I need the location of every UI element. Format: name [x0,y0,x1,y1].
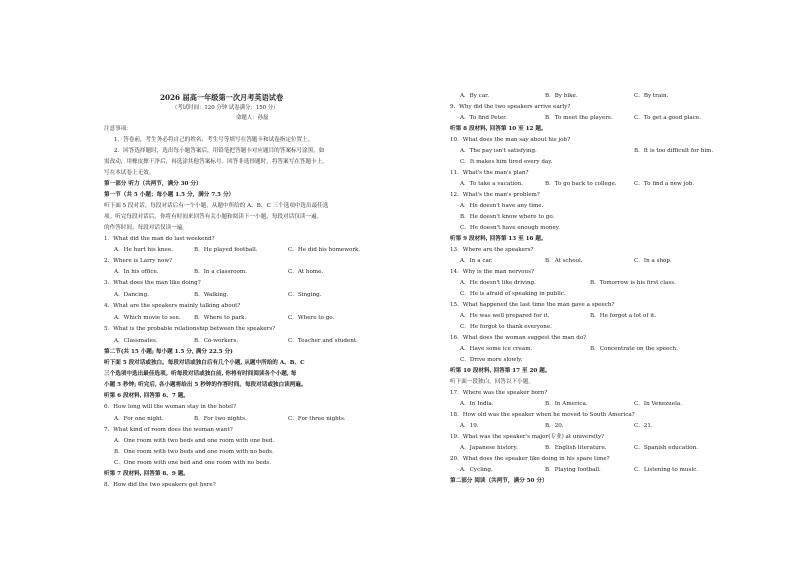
option[interactable]: B．He doesn't know where to go. [460,214,555,220]
option[interactable]: C．Spanish education. [634,445,699,451]
option[interactable]: B．Co-workers. [194,338,239,344]
option[interactable]: C．By train. [634,93,669,99]
question: 5．What is the probable relationship between the speakers? [104,326,276,332]
exam-title: 2026 届高一年级第一次月考英语试卷 [160,93,284,102]
option[interactable]: B．In America. [545,401,588,407]
sec2-heading: 第二节(共 15 小题; 每小题 1.5 分, 满分 22.5 分) [104,349,233,355]
sec1-instruction: 的作答时间。每段对话仅读一遍。 [104,225,188,231]
option[interactable]: C．Teacher and student. [288,338,358,344]
option[interactable]: A．Dancing. [114,292,149,298]
question: 14．Why is the man nervous? [450,269,534,275]
question: 12．What's the man's problem? [450,192,540,198]
option[interactable]: A．He hurt his knee. [114,247,173,253]
question: 11．What's the man's plan? [450,170,529,176]
sec2-instruction: 三个选项中选出最佳选项。听每段对话或独白前, 你将有时间阅读各个小题, 每 [104,371,297,377]
question: 16．What does the woman suggest the man do? [450,335,587,341]
exam-info: （考试时间：120 分钟 试卷满分：150 分） [172,105,279,111]
option[interactable]: A．For one night. [114,416,164,422]
question: 4．What are the speakers mainly talking about? [104,303,241,309]
option[interactable]: C．In a shop. [634,258,672,264]
question: 9．Why did the two speakers arrive early? [450,104,571,110]
option[interactable]: B．At school. [545,258,583,264]
notes-item-2c: 写在本试卷上无效。 [104,170,155,176]
option[interactable]: B．One room with two beds and one room with no beds. [114,449,274,455]
question: 13．Where are the speakers? [450,247,534,253]
option[interactable]: A．He doesn't like driving. [460,280,536,286]
question: 3．What does the man like doing? [104,280,201,286]
notes-item-1: 1．答卷前，考生务必将自己的姓名、考生号等填写在答题卡和试卷指定位置上。 [114,137,314,143]
material-heading: 听第 9 段材料, 回答第 13 至 16 题。 [450,236,547,242]
question: 1．What did the man do last weekend? [104,236,215,242]
material-heading: 听第 6 段材料, 回答第 6、7 题。 [104,393,189,399]
option[interactable]: B．By bike. [545,93,578,99]
option[interactable]: B．He played football. [194,247,258,253]
option[interactable]: A．Which movie to see. [114,315,181,321]
question: 10．What does the man say about his job? [450,137,571,143]
notes-item-2a: 2．回答选择题时，选出每小题答案后，用铅笔把答题卡对应题目的答案标号涂黑。如 [114,148,325,154]
option[interactable]: C．One room with one bed and one room with no beds. [114,460,272,466]
option[interactable]: A．Cycling. [460,467,493,473]
option[interactable]: A．19. [460,423,479,429]
material-heading: 听第 8 段材料, 回答第 10 至 12 题。 [450,126,547,132]
option[interactable]: B．For two nights. [194,416,247,422]
sec1-heading: 第一节（共 5 小题；每小题 1.5 分，满分 7.5 分） [104,192,235,198]
option[interactable]: B．Where to park. [194,315,247,321]
question: 2．Where is Larry now? [104,258,173,264]
question: 17．Where was the speaker born? [450,390,548,396]
option[interactable]: A．The pay isn't satisfying. [460,148,537,154]
question: 8．How did the two speakers get here? [104,482,216,488]
option[interactable]: C．It makes him tired every day. [460,159,553,165]
option[interactable]: B．To go back to college. [545,181,617,187]
option[interactable]: B．He forgot a lot of it. [590,313,657,319]
option[interactable]: A．By car. [460,93,489,99]
question: 18．How old was the speaker when he moved to South America? [450,412,635,418]
option[interactable]: C．In Venezuela. [634,401,682,407]
option[interactable]: C．He forgot to thank everyone. [460,324,552,330]
question: 7．What kind of room does the woman want? [104,427,233,433]
option[interactable]: B．Tomorrow is his first class. [590,280,676,286]
option[interactable]: C．Drive more slowly. [460,357,523,363]
option[interactable]: A．He doesn't have any time. [460,203,544,209]
sec1-instruction: 项。听完每段对话后，你将有时间来回答有关小题和阅读下一小题。每段对话仅读一遍。 [104,214,323,220]
option[interactable]: B．Concentrate on the speech. [590,346,678,352]
question: 15．What happened the last time the man gave a speech? [450,302,615,308]
option[interactable]: C．To get a good place. [634,115,701,121]
option[interactable]: B．English literature. [545,445,607,451]
notes-item-2b: 需改动，用橡皮擦干净后，再选涂其他答案标号。回答非选择题时，将答案写在答题卡上。 [104,159,328,165]
part1-heading: 第一部分 听力（共两节，满分 30 分） [104,181,202,187]
option[interactable]: B．To meet the players. [545,115,613,121]
option[interactable]: A．In a car. [460,258,493,264]
option[interactable]: A．Classmates. [114,338,158,344]
option[interactable]: B．Walking. [194,292,229,298]
option[interactable]: C．21. [634,423,653,429]
option[interactable]: C．He did his homework. [288,247,361,253]
notes-heading: 注意事项： [104,126,132,132]
material-heading: 听第 7 段材料, 回答第 8、9 题。 [104,471,189,477]
option[interactable]: A．In his office. [114,269,159,275]
option[interactable]: C．Listening to music. [634,467,699,473]
option[interactable]: B．In a classroom. [194,269,247,275]
option[interactable]: A．He was well prepared for it. [460,313,550,319]
option[interactable]: A．In India. [460,401,494,407]
sec1-instruction: 听下面 5 段对话。每段对话后有一个小题，从题中所给的 A、B、C 三个选项中选出最佳选 [104,203,329,209]
option[interactable]: C．He is afraid of speaking in public. [460,291,566,297]
sec2-instruction: 听下面 5 段对话或独白。每段对话或独白后有几个小题, 从题中所给的 A、B、C [104,360,305,366]
option[interactable]: A．One room with two beds and one room with one bed. [114,438,275,444]
option[interactable]: B．Playing football. [545,467,601,473]
material-instruction: 听下面一段独白，回答以下小题。 [450,379,534,385]
option[interactable]: C．Singing. [288,292,322,298]
option[interactable]: C．Where to go. [288,315,335,321]
option[interactable]: B．It is too difficult for him. [634,148,714,154]
question: 20．What does the speaker like doing in his spare time? [450,456,610,462]
option[interactable]: A．Japanese history. [460,445,518,451]
option[interactable]: C．He doesn't have enough money. [460,225,560,231]
option[interactable]: C．To find a new job. [634,181,695,187]
option[interactable]: A．To take a vacation. [460,181,523,187]
option[interactable]: B．20. [545,423,564,429]
option[interactable]: C．At home. [288,269,324,275]
material-heading: 听第 10 段材料, 回答第 17 至 20 题。 [450,368,551,374]
sec2-instruction: 小题 5 秒钟; 听完后, 各小题将给出 5 秒钟的作答时间。每段对话或独白读两遍。 [104,382,307,388]
exam-author: 命题人：孙磊 [236,115,269,121]
option[interactable]: A．To find Peter. [460,115,507,121]
question: 6．How long will the woman stay in the hotel? [104,404,236,410]
part2-heading: 第二部分 阅读（共两节，满分 50 分） [450,478,548,484]
option[interactable]: A．Have some ice cream. [460,346,533,352]
question: 19．What was the speaker's major(专业) at university? [450,434,605,440]
option[interactable]: C．For three nights. [288,416,346,422]
